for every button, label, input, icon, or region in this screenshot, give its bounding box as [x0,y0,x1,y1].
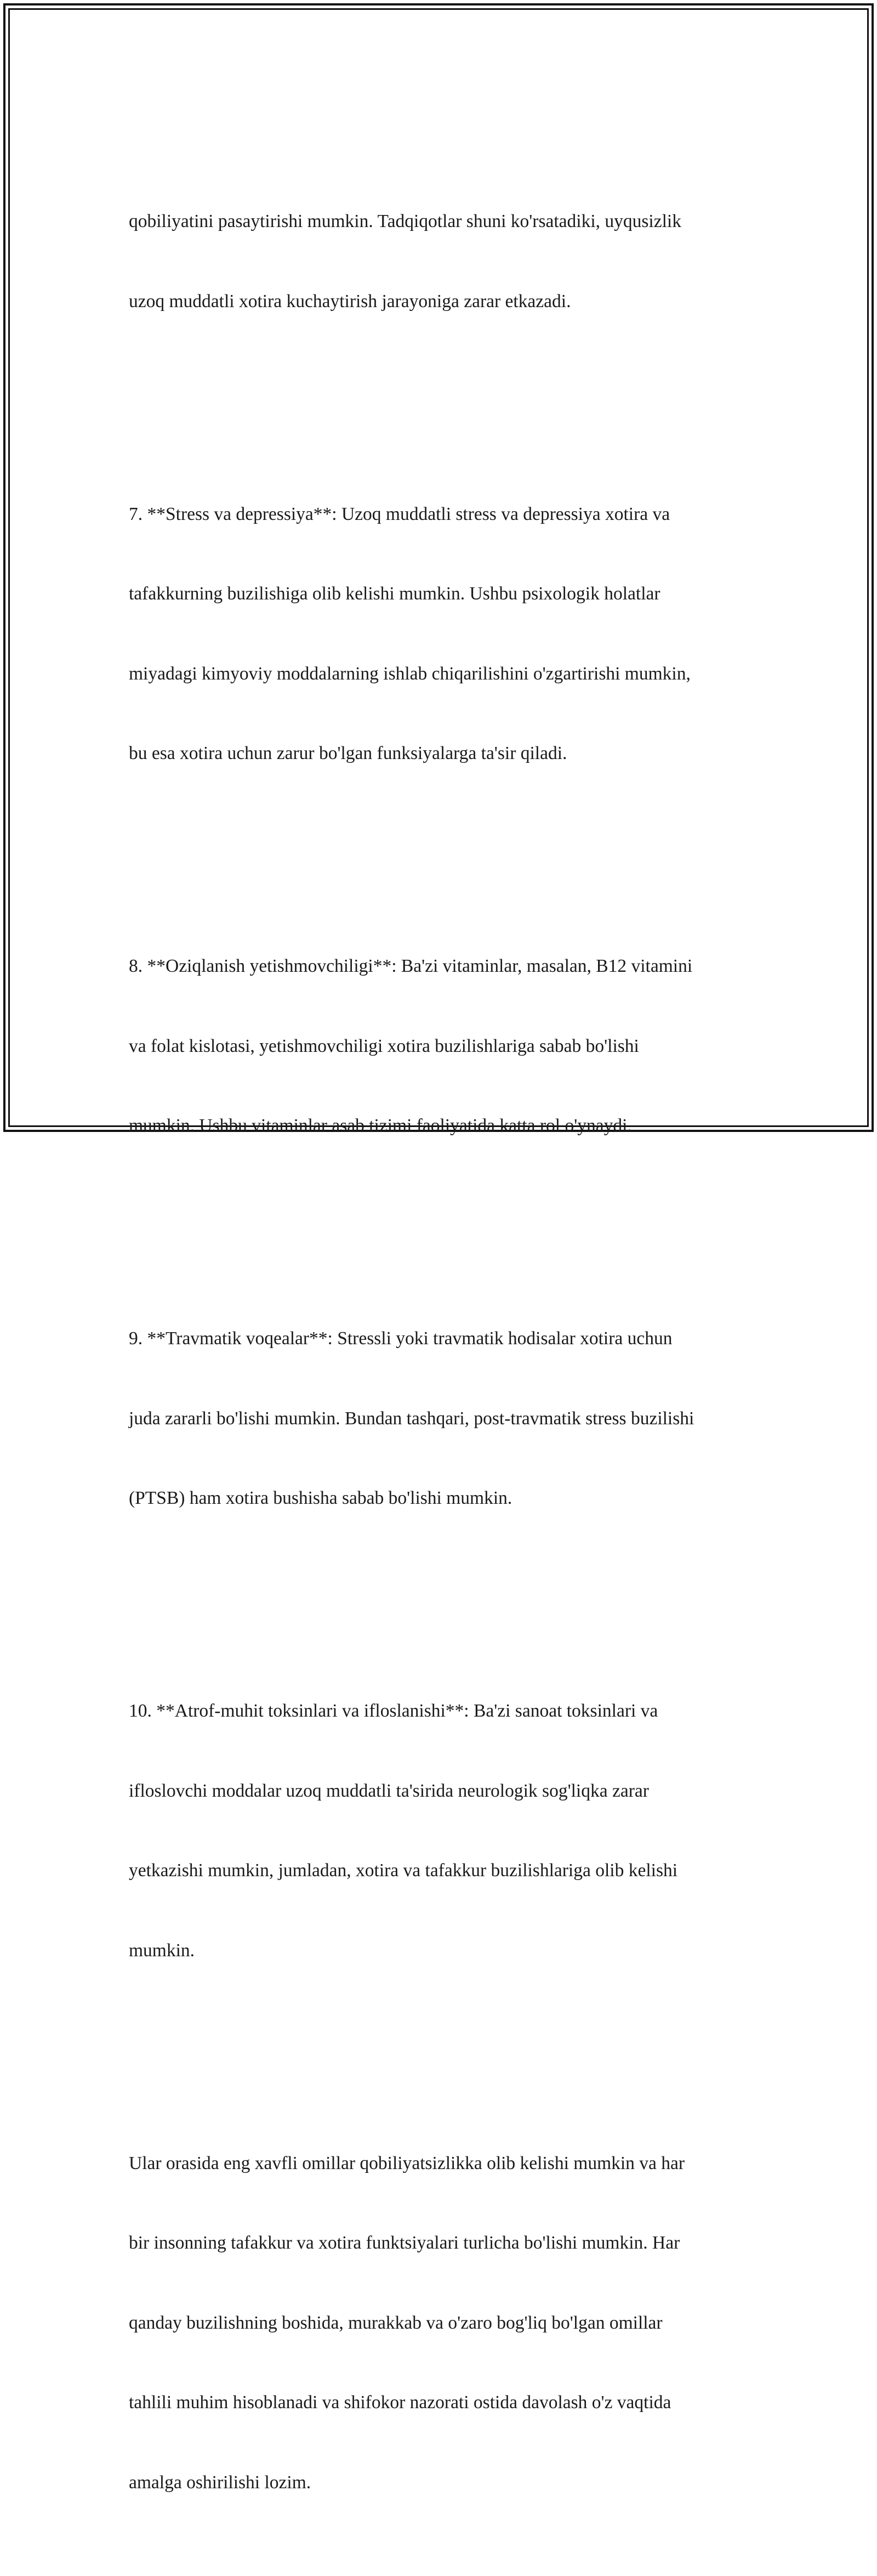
text-line: mumkin. Ushbu vitaminlar asab tizimi faoliyatida katta rol o'ynaydi. [129,1116,632,1136]
text-line: qanday buzilishning boshida, murakkab va o'zaro bog'liq bo'lgan omillar [129,2312,663,2333]
text-line: bir insonning tafakkur va xotira funktsiyalari turlicha bo'lishi mumkin. Har [129,2233,680,2253]
paragraph-conclusion [129,2097,754,2550]
text-line: mumkin. [129,1940,195,1961]
text-line: qobiliyatini pasaytirishi mumkin. Tadqiqotlar shuni ko'rsatadiki, uyqusizlik [129,211,681,231]
text-line: amalga oshirilishi lozim. [129,2472,311,2493]
paragraph-item-8 [129,900,754,1193]
document-body [129,102,754,2576]
text-line: bu esa xotira uchun zarur bo'lgan funksiyalarga ta'sir qiladi. [129,743,567,763]
paragraph-item-9 [129,1272,754,1565]
text-line: miyadagi kimyoviy moddalarning ishlab chiqarilishini o'zgartirishi mumkin, [129,663,691,684]
text-line: ifloslovchi moddalar uzoq muddatli ta'sirida neurologik sog'liqka zarar [129,1780,649,1801]
text-line: (PTSB) ham xotira bushisha sabab bo'lishi mumkin. [129,1488,512,1508]
paragraph-item-7 [129,448,754,820]
text-line: va folat kislotasi, yetishmovchiligi xotira buzilishlariga sabab bo'lishi [129,1035,639,1056]
text-line: tahlili muhim hisoblanadi va shifokor nazorati ostida davolash o'z vaqtida [129,2392,671,2413]
text-line: 9. **Travmatik voqealar**: Stressli yoki travmatik hodisalar xotira uchun [129,1328,673,1349]
text-line: uzoq muddatli xotira kuchaytirish jarayoniga zarar etkazadi. [129,291,571,312]
text-line: 8. **Oziqlanish yetishmovchiligi**: Ba'zi vitaminlar, masalan, B12 vitamini [129,956,693,976]
text-line: yetkazishi mumkin, jumladan, xotira va tafakkur buzilishlariga olib kelishi [129,1860,678,1881]
text-line: Ular orasida eng xavfli omillar qobiliyatsizlikka olib kelishi mumkin va har [129,2153,685,2173]
text-line: 10. **Atrof-muhit toksinlari va ifloslanishi**: Ba'zi sanoat toksinlari va [129,1701,658,1721]
text-line: tafakkurning buzilishiga olib kelishi mumkin. Ushbu psixologik holatlar [129,584,660,604]
paragraph-continuation [129,155,754,368]
paragraph-item-10 [129,1645,754,2017]
text-line: juda zararli bo'lishi mumkin. Bundan tashqari, post-travmatik stress buzilishi [129,1408,694,1429]
text-line: 7. **Stress va depressiya**: Uzoq muddatli stress va depressiya xotira va [129,503,670,524]
